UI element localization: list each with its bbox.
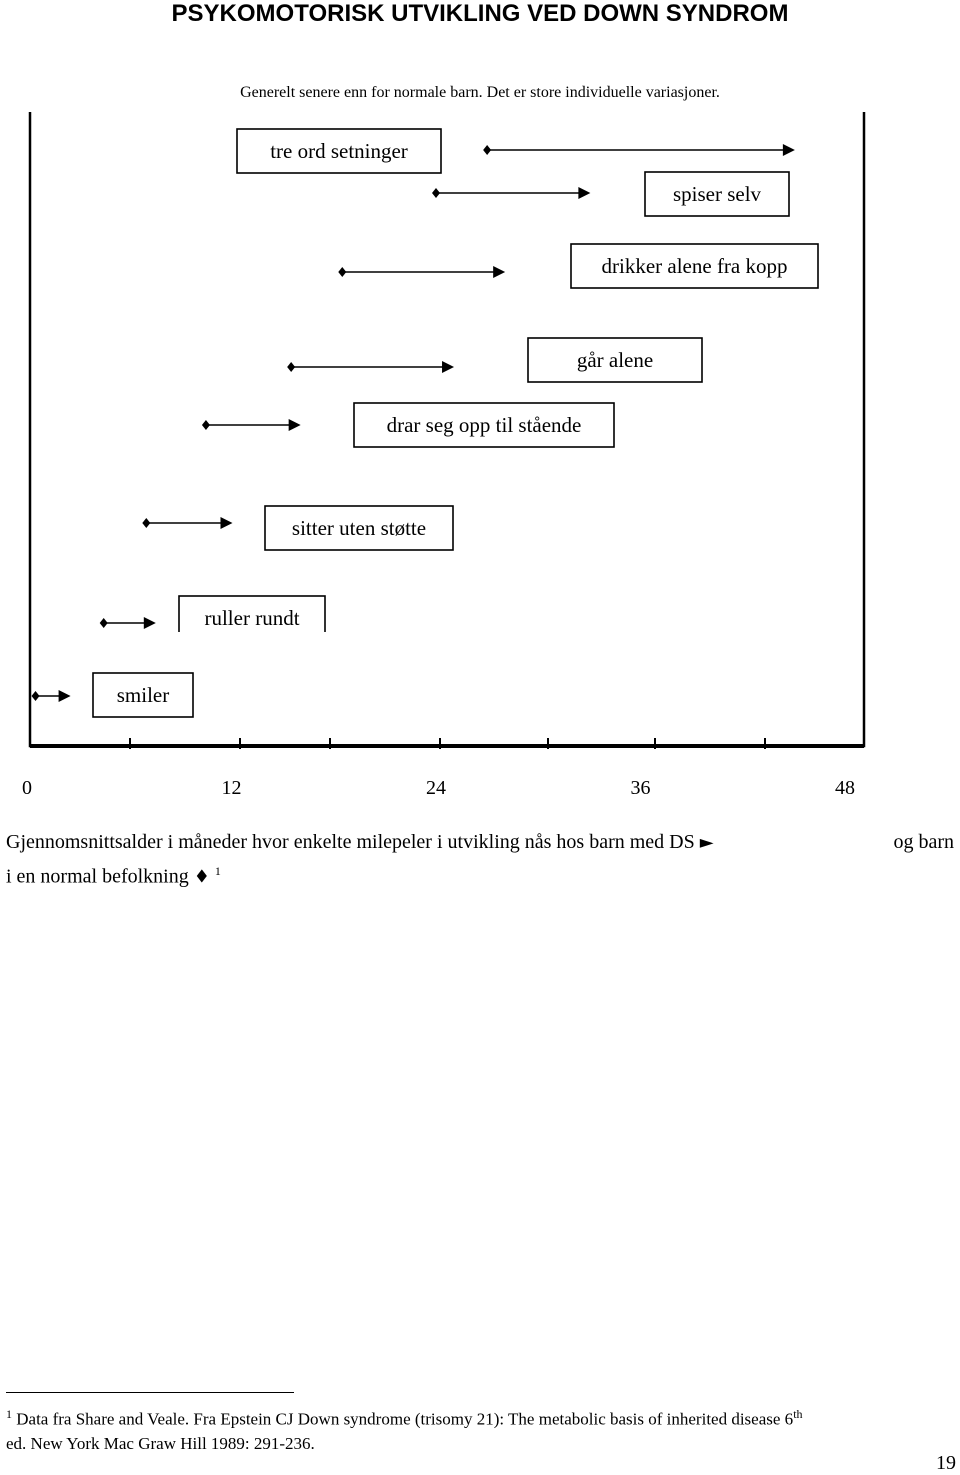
x-tick-label-4: 48: [835, 777, 855, 799]
caption-ds-arrow-icon: ►: [699, 832, 714, 853]
caption-text-3: i en normal befolkning: [6, 865, 189, 888]
label-clip-mask: [176, 632, 328, 638]
milestone-0-normal-marker: [483, 145, 491, 155]
milestone-7-normal-marker: [32, 691, 40, 701]
milestone-6-ds-marker: [144, 617, 156, 629]
page-title: PSYKOMOTORISK UTVIKLING VED DOWN SYNDROM: [171, 0, 789, 27]
milestone-5-normal-marker: [142, 518, 150, 528]
footnote-superscript: th: [793, 1407, 803, 1421]
page-subtitle: Generelt senere enn for normale barn. Det er store individuelle variasjoner.: [240, 84, 720, 101]
milestone-3-label: går alene: [576, 348, 654, 372]
milestone-2-normal-marker: [338, 267, 346, 277]
milestone-7-label: smiler: [116, 683, 170, 707]
footnote-ref: 1: [6, 1407, 12, 1421]
x-tick-label-1: 12: [221, 777, 242, 799]
milestone-4-label: drar seg opp til stående: [386, 413, 582, 437]
milestone-3-ds-marker: [442, 361, 454, 373]
milestone-1-ds-marker: [578, 187, 590, 199]
caption-normal-diamond-icon: ♦: [193, 866, 210, 888]
footnote: [6, 1402, 956, 1456]
milestone-5-ds-marker: [221, 517, 233, 529]
milestone-5-label: sitter uten støtte: [291, 516, 427, 540]
milestone-4-ds-marker: [289, 419, 301, 431]
x-tick-label-3: 36: [630, 777, 651, 799]
milestone-0-ds-marker: [783, 144, 795, 156]
milestone-2-label: drikker alene fra kopp: [601, 254, 788, 278]
x-tick-label-0: 0: [22, 777, 32, 799]
caption-footnote-ref: 1: [214, 864, 221, 878]
milestone-2-ds-marker: [493, 266, 505, 278]
footnote-text-2: ed. New York Mac Graw Hill 1989: 291-236.: [6, 1433, 315, 1453]
milestone-0-label: tre ord setninger: [270, 139, 408, 163]
caption-text-2: og barn: [893, 831, 954, 853]
footnote-text: Data fra Share and Veale. Fra Epstein CJ Down syndrome (trisomy 21): The metabolic basis of inherited disease 6: [16, 1409, 794, 1429]
milestone-4-normal-marker: [202, 420, 210, 430]
milestone-6-label: ruller rundt: [204, 606, 300, 630]
milestone-3-normal-marker: [287, 362, 295, 372]
x-tick-label-2: 24: [426, 777, 446, 799]
milestone-1-normal-marker: [432, 188, 440, 198]
milestone-1-label: spiser selv: [672, 182, 762, 206]
figure-caption: [6, 828, 956, 892]
page-number: 19: [936, 1452, 956, 1474]
caption-text-1: Gjennomsnittsalder i måneder hvor enkelte milepeler i utvikling nås hos barn med DS: [6, 831, 695, 853]
footnote-divider: [6, 1392, 294, 1393]
milestone-7-ds-marker: [59, 690, 71, 702]
milestone-6-normal-marker: [100, 618, 108, 628]
